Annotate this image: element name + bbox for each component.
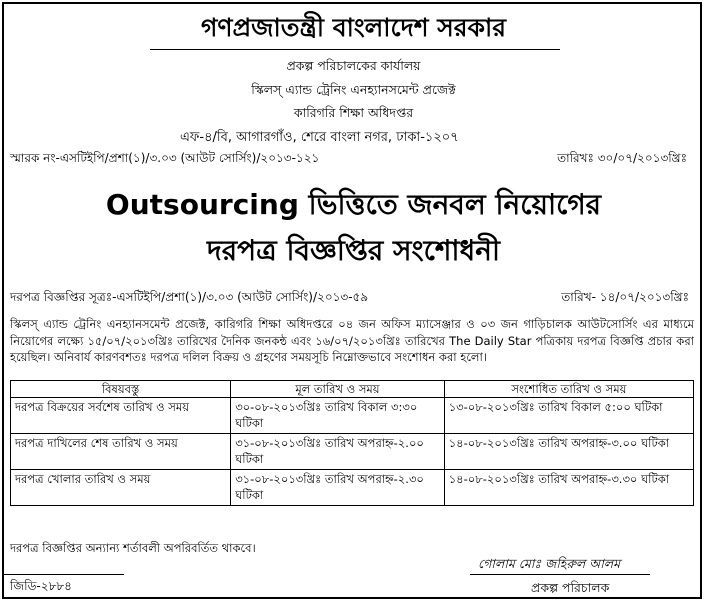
header-revised: সংশোধিত তারিখ ও সময় xyxy=(444,381,693,398)
notice-title-line1: Outsourcing ভিত্তিতে জনবল নিয়োগের xyxy=(105,188,602,221)
office-address: এফ-৪/বি, আগারগাঁও, শেরে বাংলা নগর, ঢাকা-১২০৭ xyxy=(180,130,459,145)
table-row xyxy=(11,434,694,470)
heading-underline xyxy=(150,49,560,50)
project-name: স্কিলস্‌ এ্যান্ড ট্রেনিং এনহ্যানসমেন্ট প্রজেক্ট xyxy=(251,82,456,97)
gd-code: জিডি-২৮৮৪ xyxy=(10,579,72,593)
table-cell: দরপত্র দাখিলের শেষ তারিখ ও সময় xyxy=(11,434,231,470)
signatory-name: গোলাম মোঃ জহিরুল আলম xyxy=(478,556,621,571)
memo-number: স্মারক নং-এসটিইপি/প্রশা(১)/৩.০৩ (আউট সোর্সিং)/২০১৩-১২১ xyxy=(10,151,320,165)
schedule-table xyxy=(10,380,694,506)
table-row xyxy=(11,398,694,434)
code-divider xyxy=(4,574,124,575)
directorate-name: কারিগরি শিক্ষা অধিদপ্তর xyxy=(293,105,414,120)
table-cell: দরপত্র খোলার তারিখ ও সময় xyxy=(11,470,231,506)
schedule-header-row xyxy=(11,381,694,398)
signature-line xyxy=(470,574,650,575)
closing-note: দরপত্র বিজ্ঞপ্তির অন্যান্য শর্তাবলী অপরিবর্তিত থাকবে। xyxy=(10,541,256,555)
memo-date: তারিখঃ ৩০/০৭/২০১৩খ্রিঃ xyxy=(557,151,687,165)
government-heading: গণপ্রজাতন্ত্রী বাংলাদেশ সরকার xyxy=(201,13,506,42)
table-cell: দরপত্র বিক্রয়ের সর্বশেষ তারিখ ও সময় xyxy=(11,398,231,434)
table-cell: ৩০-০৮-২০১৩খ্রিঃ তারিখ বিকাল ৩:৩০ ঘটিকা xyxy=(231,398,445,434)
table-cell: ৩১-০৮-২০১৩খ্রিঃ তারিখ অপরাহ্ন-২.৩০ ঘটিকা xyxy=(231,470,445,506)
reference-date: তারিখ- ১৪/০৭/২০১৩খ্রিঃ xyxy=(561,290,689,304)
reference-text: দরপত্র বিজ্ঞপ্তির সূত্রঃ-এসটিইপি/প্রশা(১)/৩.০৩ (আউট সোর্সিং)/২০১৩-৫৯ xyxy=(10,290,369,304)
table-cell: ১৪-০৮-২০১৩খ্রিঃ তারিখ অপরাহ্ন-৩.০০ ঘটিকা xyxy=(444,434,693,470)
office-name: প্রকল্প পরিচালকের কার্যালয় xyxy=(286,58,421,73)
table-cell: ৩১-০৮-২০১৩খ্রিঃ তারিখ অপরাহ্ন-২.০০ ঘটিকা xyxy=(231,434,445,470)
header-subject: বিষয়বস্তু xyxy=(11,381,231,398)
header-original: মূল তারিখ ও সময় xyxy=(231,381,445,398)
table-cell: ১৪-০৮-২০১৩খ্রিঃ তারিখ অপরাহ্ন-৩.৩০ ঘটিকা xyxy=(444,470,693,506)
notice-title-line2: দরপত্র বিজ্ঞপ্তির সংশোধনী xyxy=(207,234,500,267)
table-row xyxy=(11,470,694,506)
table-cell: ১৩-০৮-২০১৩খ্রিঃ তারিখ বিকাল ৫:০০ ঘটিকা xyxy=(444,398,693,434)
body-paragraph: স্কিলস্‌ এ্যান্ড ট্রেনিং এনহ্যানসমেন্ট প্রজেক্ট, কারিগরি শিক্ষা অধিদপ্তরে ০৪ জন অফিস ম্যাসেঞ্জার ও ০৩ জন গাড়িচালক আউটসোর্সিং এর মাধ্যমে নিয়োগের লক্ষ্যে ১৫/০৭/২০১৩খ্রিঃ তারিখের দৈনিক জনকন্ঠ এবং ১৬/০৭/২০১৩খ্রিঃ তারিখের The Daily Star পত্রিকায় দরপত্র বিজ্ঞপ্তি প্রচার করা হয়েছিল। অনিবার্য কারণবশতঃ দরপত্র দলিল বিক্রয় ও গ্রহণের সময়সূচি নিম্নোক্তভাবে সংশোধন করা হলো। xyxy=(10,317,694,364)
signatory-designation: প্রকল্প পরিচালক xyxy=(531,580,610,595)
